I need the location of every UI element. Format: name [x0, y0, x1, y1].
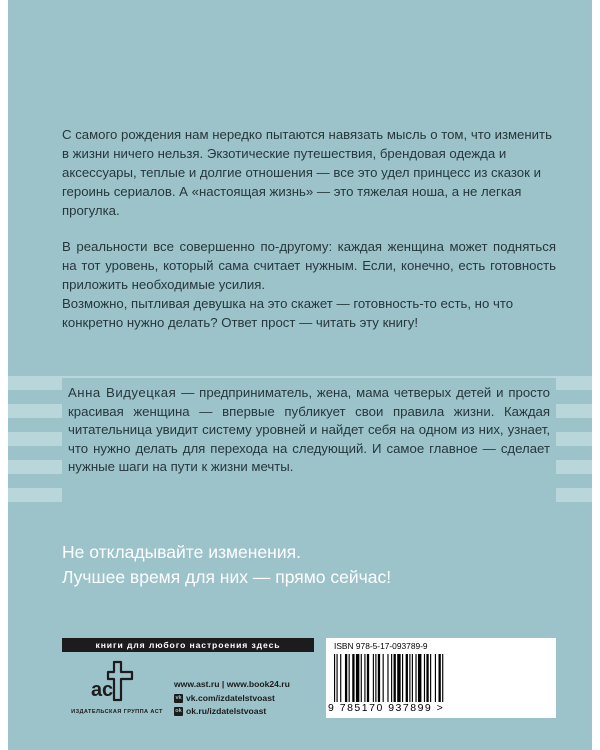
ok-icon: ok: [175, 708, 182, 715]
vk-link[interactable]: [174, 692, 324, 706]
annotation-paragraph-1: С самого рождения нам нередко пытаются навязать мысль о том, что изменить в жизни ничего нельзя. Экзотические путешествия, брендовая одежда и аксессуары, теплые и долгие отношения — все это удел принцесс из сказок и героинь сериалов. А «настоящая жизнь» — это тяжелая ноша, а не легкая прогулка.: [62, 127, 552, 218]
series-banner: книги для любого настроения здесь: [62, 638, 314, 652]
isbn-block: [326, 638, 556, 718]
svg-text:c: c: [102, 679, 114, 701]
vk-link-text: vk.com/izdatelstvoast: [186, 692, 275, 703]
vk-icon: vk: [175, 694, 182, 701]
author-name: Анна Видуецкая: [68, 385, 177, 400]
annotation-paragraph-3: Возможно, пытливая девушка на это скажет — готовность-то есть, но что конкретно нужно делать? Ответ прост — читать эту книгу!: [62, 296, 514, 330]
svg-text:a: a: [91, 679, 103, 701]
author-bio: [68, 384, 550, 477]
author-block: [62, 378, 556, 516]
website-link-text: www.ast.ru | www.book24.ru: [174, 679, 290, 689]
ok-link-text: ok.ru/izdatelstvoast: [186, 706, 267, 716]
website-link[interactable]: [174, 678, 324, 692]
publisher-label: ИЗДАТЕЛЬСКАЯ ГРУППА АСТ: [71, 709, 163, 715]
publisher-logo: [62, 660, 172, 720]
annotation-paragraph-2: В реальности все совершенно по-другому: каждая женщина может подняться на тот уровень, который сама считает нужным. Если, конечно, есть готовность приложить необходимые усилия.: [62, 239, 556, 292]
ast-logo-icon: [90, 660, 144, 706]
author-description: — предприниматель, жена, мама четверых детей и просто красивая женщина — впервые публикует свои правила жизни. Каждая читательница увидит систему уровней и найдет себя на одном из них, узнает, что нужно делать для перехода на следующий. И самое главное — сделает нужные шаги на пути к жизни мечты.: [68, 385, 550, 474]
barcode-icon: [334, 654, 484, 702]
publisher-links: [174, 678, 324, 719]
barcode-digits: 9 785170 937899 >: [328, 702, 445, 714]
slogan-line-1: Не откладывайте изменения.: [62, 542, 301, 562]
ok-link[interactable]: [174, 705, 324, 719]
slogan-line-2: Лучшее время для них — прямо сейчас!: [62, 567, 392, 587]
slogan: [62, 540, 556, 590]
isbn-label: ISBN 978-5-17-093789-9: [334, 641, 428, 651]
back-cover: [8, 0, 592, 750]
